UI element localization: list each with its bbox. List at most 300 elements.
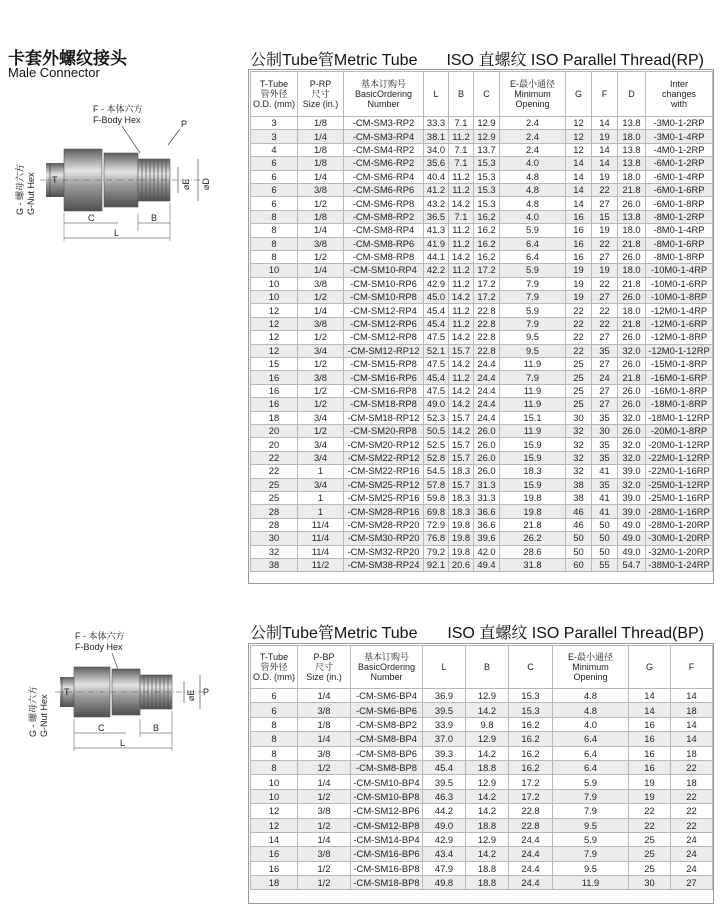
- table-cell: 41: [592, 465, 618, 478]
- table-cell: 22: [592, 277, 618, 290]
- table-row: [251, 847, 713, 861]
- table-cell: 38: [251, 558, 298, 571]
- table-cell: 1/4: [298, 775, 351, 789]
- male-connector-bp-diagram: [0, 625, 248, 765]
- table-cell: 16.2: [474, 210, 500, 223]
- table-cell: 22: [566, 304, 592, 317]
- table-cell: 21.8: [618, 277, 646, 290]
- table-cell: -CM-SM6-BP6: [351, 703, 423, 717]
- table-cell: 25: [251, 478, 298, 491]
- table-cell: -3M0-1-2RP: [646, 117, 713, 130]
- table-row: [251, 130, 713, 143]
- table-cell: 18.8: [466, 760, 509, 774]
- table-row: [251, 304, 713, 317]
- table-cell: 15.3: [474, 197, 500, 210]
- table-cell: -4M0-1-2RP: [646, 143, 713, 156]
- table-cell: 24.4: [509, 876, 553, 890]
- table-cell: 13.8: [618, 210, 646, 223]
- table-cell: 15.9: [500, 451, 566, 464]
- table-cell: -CM-SM6-RP6: [344, 183, 424, 196]
- table-row: [251, 532, 713, 545]
- table-cell: 1: [298, 505, 344, 518]
- table-cell: -25M0-1-16RP: [646, 491, 713, 504]
- table-cell: 19: [592, 224, 618, 237]
- table-cell: -CM-SM12-RP8: [344, 331, 424, 344]
- table-cell: 15.7: [449, 478, 474, 491]
- table-cell: 32: [566, 424, 592, 437]
- table-cell: 3/8: [298, 746, 351, 760]
- table-cell: 7.9: [500, 291, 566, 304]
- table-cell: 6: [251, 183, 298, 196]
- table-cell: 15.7: [449, 411, 474, 424]
- table-row: [251, 210, 713, 223]
- column-header: B: [449, 72, 474, 117]
- table-cell: 19.8: [500, 505, 566, 518]
- table-cell: 26.0: [474, 465, 500, 478]
- table-cell: -CM-SM20-RP8: [344, 424, 424, 437]
- table-cell: 38: [566, 491, 592, 504]
- table-cell: -12M0-1-8RP: [646, 331, 713, 344]
- table-cell: 3/4: [298, 478, 344, 491]
- table-cell: -CM-SM6-RP4: [344, 170, 424, 183]
- table-cell: 11.2: [449, 264, 474, 277]
- table-cell: 27: [592, 384, 618, 397]
- table-cell: -3M0-1-4RP: [646, 130, 713, 143]
- f-label-cn: F - 本体六方: [93, 104, 143, 114]
- table-cell: 1/2: [298, 789, 351, 803]
- table-cell: 22: [566, 331, 592, 344]
- table-cell: 34.0: [424, 143, 449, 156]
- table-cell: -6M0-1-4RP: [646, 170, 713, 183]
- table-cell: 8: [251, 210, 298, 223]
- table-cell: 24.4: [474, 358, 500, 371]
- table-cell: 50: [592, 545, 618, 558]
- column-header: T-Tube 管外径 O.D. (mm): [251, 72, 298, 117]
- table-cell: 16.2: [474, 250, 500, 263]
- table-cell: 7.9: [553, 789, 629, 803]
- table-cell: 18: [671, 703, 713, 717]
- table-cell: 32: [566, 451, 592, 464]
- t-label: T: [52, 175, 58, 185]
- table-row: [251, 183, 713, 196]
- c-label: C: [98, 723, 105, 733]
- table-cell: 3: [251, 130, 298, 143]
- table-cell: -CM-SM6-BP4: [351, 689, 423, 703]
- table-cell: 47.5: [424, 358, 449, 371]
- table-cell: 8: [251, 224, 298, 237]
- table-cell: 14: [671, 732, 713, 746]
- table-cell: 19: [566, 291, 592, 304]
- table-cell: 18.0: [618, 264, 646, 277]
- table-cell: 54.5: [424, 465, 449, 478]
- table-cell: 1/4: [298, 130, 344, 143]
- table-cell: 26.0: [618, 424, 646, 437]
- table-cell: 21.8: [500, 518, 566, 531]
- table-cell: 26.0: [474, 451, 500, 464]
- table-cell: 42.2: [424, 264, 449, 277]
- table-cell: 39.5: [423, 703, 466, 717]
- table-cell: 21.8: [618, 371, 646, 384]
- table-cell: -CM-SM28-RP16: [344, 505, 424, 518]
- table-cell: -CM-SM18-RP12: [344, 411, 424, 424]
- table-row: [251, 545, 713, 558]
- table-cell: 16.2: [474, 224, 500, 237]
- table-cell: -20M0-1-8RP: [646, 424, 713, 437]
- table-cell: 25: [251, 491, 298, 504]
- table-row: [251, 398, 713, 411]
- table-cell: 9.5: [553, 818, 629, 832]
- table-cell: 25: [566, 398, 592, 411]
- table-cell: 46.3: [423, 789, 466, 803]
- section2-heading: [250, 620, 710, 642]
- table-cell: 3/4: [298, 451, 344, 464]
- table-cell: 49.0: [424, 398, 449, 411]
- section1-heading: [250, 47, 710, 69]
- table-cell: 1/2: [298, 291, 344, 304]
- table-cell: 12: [251, 344, 298, 357]
- table-row: [251, 117, 713, 130]
- column-header: T-Tube 管外径 O.D. (mm): [251, 646, 298, 689]
- table-cell: 14: [592, 143, 618, 156]
- table-cell: 11/4: [298, 545, 344, 558]
- table-cell: 14.2: [466, 703, 509, 717]
- table-cell: 16: [251, 861, 298, 875]
- d-label: ⌀D: [201, 178, 211, 190]
- table-cell: 52.3: [424, 411, 449, 424]
- table-cell: 10: [251, 264, 298, 277]
- table-cell: 18.0: [618, 170, 646, 183]
- table-row: [251, 451, 713, 464]
- table-row: [251, 358, 713, 371]
- table-cell: 14.2: [466, 789, 509, 803]
- table-cell: 1/2: [298, 398, 344, 411]
- table-cell: 1/4: [298, 170, 344, 183]
- table-cell: 3/8: [298, 847, 351, 861]
- table-cell: 46: [566, 518, 592, 531]
- column-header: C: [509, 646, 553, 689]
- table-cell: 27: [592, 250, 618, 263]
- table-cell: 4.0: [500, 157, 566, 170]
- table-cell: -CM-SM16-BP6: [351, 847, 423, 861]
- table-cell: 38.1: [424, 130, 449, 143]
- table-cell: 39.0: [618, 465, 646, 478]
- table-row: [251, 371, 713, 384]
- table-cell: 1/4: [298, 224, 344, 237]
- table-cell: 14.2: [449, 358, 474, 371]
- table-cell: 16: [629, 732, 671, 746]
- l-label: L: [114, 228, 120, 238]
- table-cell: 15.1: [500, 411, 566, 424]
- f-label-en: F-Body Hex: [75, 642, 123, 652]
- table-cell: 19: [629, 789, 671, 803]
- e-label: ⌀E: [186, 689, 196, 701]
- table-cell: 14: [671, 717, 713, 731]
- table-cell: 3/8: [298, 371, 344, 384]
- table-cell: 39.3: [423, 746, 466, 760]
- table-cell: 32.0: [618, 411, 646, 424]
- table-cell: 8: [251, 237, 298, 250]
- table-cell: 42.9: [423, 832, 466, 846]
- table-cell: 22.8: [474, 304, 500, 317]
- table-cell: -CM-SM10-RP6: [344, 277, 424, 290]
- table-cell: 3/8: [298, 277, 344, 290]
- table-cell: 7.9: [500, 371, 566, 384]
- table-cell: 26.0: [618, 250, 646, 263]
- table-cell: 50: [566, 532, 592, 545]
- section2-left-heading: 公制Tube管Metric Tube: [250, 625, 418, 642]
- table-cell: 16.2: [509, 760, 553, 774]
- table-cell: 50: [592, 532, 618, 545]
- table-cell: 22: [566, 344, 592, 357]
- table-cell: 1: [298, 465, 344, 478]
- table-cell: 42.9: [424, 277, 449, 290]
- table-cell: 16: [251, 398, 298, 411]
- table-cell: 35: [592, 411, 618, 424]
- table-row: [251, 291, 713, 304]
- table-cell: 32.0: [618, 344, 646, 357]
- table-cell: 33.9: [423, 717, 466, 731]
- table-cell: -16M0-1-6RP: [646, 371, 713, 384]
- table-cell: 44.2: [423, 804, 466, 818]
- table-cell: 1/8: [298, 143, 344, 156]
- table-cell: -CM-SM12-BP6: [351, 804, 423, 818]
- table-cell: 14.2: [449, 384, 474, 397]
- b-label: B: [153, 723, 160, 733]
- table-cell: -CM-SM38-RP24: [344, 558, 424, 571]
- table-cell: -18M0-1-8RP: [646, 398, 713, 411]
- table-cell: 31.3: [474, 491, 500, 504]
- table-cell: 12.9: [466, 732, 509, 746]
- male-connector-rp-diagram: [0, 95, 248, 255]
- table-cell: 22: [629, 804, 671, 818]
- table-cell: 14.2: [449, 250, 474, 263]
- table-cell: 2.4: [500, 143, 566, 156]
- table-cell: 50: [592, 518, 618, 531]
- table-cell: 18.0: [618, 130, 646, 143]
- p-label: P: [181, 119, 188, 129]
- table-cell: 8: [251, 717, 298, 731]
- table-row: [251, 703, 713, 717]
- table-cell: 19: [592, 264, 618, 277]
- g-label-cn: G - 螺母六方: [28, 686, 38, 737]
- table-cell: 1/8: [298, 117, 344, 130]
- table-row: [251, 478, 713, 491]
- column-header: C: [474, 72, 500, 117]
- table-cell: 16: [629, 746, 671, 760]
- table-cell: 11.2: [449, 130, 474, 143]
- table-cell: 22: [592, 317, 618, 330]
- table-cell: 30: [592, 424, 618, 437]
- table-cell: 14: [629, 703, 671, 717]
- table-cell: 15.3: [474, 157, 500, 170]
- table-cell: 9.5: [500, 331, 566, 344]
- table-cell: -10M0-1-8RP: [646, 291, 713, 304]
- table-cell: 28: [251, 505, 298, 518]
- table-cell: 3/8: [298, 317, 344, 330]
- table-cell: 5.9: [500, 304, 566, 317]
- table-cell: 15: [592, 210, 618, 223]
- table-cell: 12: [251, 818, 298, 832]
- table-cell: 12: [566, 143, 592, 156]
- table-cell: 41: [592, 505, 618, 518]
- table-cell: -CM-SM28-RP20: [344, 518, 424, 531]
- table-cell: 22: [671, 760, 713, 774]
- table-cell: 3/8: [298, 804, 351, 818]
- table-cell: 27: [592, 197, 618, 210]
- t-label: T: [64, 687, 70, 697]
- table-cell: 14.2: [449, 197, 474, 210]
- table-cell: 7.9: [500, 317, 566, 330]
- table-cell: -CM-SM12-RP12: [344, 344, 424, 357]
- table-cell: 12: [251, 804, 298, 818]
- table-cell: 32.0: [618, 451, 646, 464]
- table-cell: 49.0: [618, 518, 646, 531]
- table-cell: 24.4: [474, 411, 500, 424]
- table-cell: 45.4: [423, 760, 466, 774]
- table-row: [251, 143, 713, 156]
- table-cell: 46: [566, 505, 592, 518]
- column-header: F: [592, 72, 618, 117]
- table-cell: 19: [629, 775, 671, 789]
- table-cell: 1/2: [298, 760, 351, 774]
- table-cell: 17.2: [509, 789, 553, 803]
- table-row: [251, 250, 713, 263]
- table-cell: -8M0-1-6RP: [646, 237, 713, 250]
- table-cell: 16: [251, 371, 298, 384]
- table-cell: 19: [566, 264, 592, 277]
- table-row: [251, 277, 713, 290]
- table-cell: 16.2: [474, 237, 500, 250]
- table-cell: 11.9: [500, 384, 566, 397]
- table-cell: -CM-SM10-RP4: [344, 264, 424, 277]
- table-cell: 1/2: [298, 424, 344, 437]
- table-cell: -CM-SM12-RP6: [344, 317, 424, 330]
- table-cell: 8: [251, 732, 298, 746]
- table-cell: -30M0-1-20RP: [646, 532, 713, 545]
- table-cell: 20: [251, 438, 298, 451]
- table-cell: 38: [566, 478, 592, 491]
- column-header: D: [618, 72, 646, 117]
- table-cell: 25: [566, 371, 592, 384]
- table-cell: -CM-SM16-RP8: [344, 384, 424, 397]
- table-cell: 39.5: [423, 775, 466, 789]
- table-row: [251, 411, 713, 424]
- table-cell: 8: [251, 250, 298, 263]
- table-cell: 49.0: [618, 532, 646, 545]
- table-cell: 37.0: [423, 732, 466, 746]
- column-header: P-RP 尺寸 Size (in.): [298, 72, 344, 117]
- table-cell: 16: [629, 717, 671, 731]
- table-cell: 24.4: [509, 832, 553, 846]
- table-cell: 11.2: [449, 237, 474, 250]
- table-cell: 7.1: [449, 143, 474, 156]
- table-cell: 32: [566, 438, 592, 451]
- table-cell: 20: [251, 424, 298, 437]
- table-cell: 24: [671, 847, 713, 861]
- table-cell: 11.2: [449, 317, 474, 330]
- table-cell: 22: [592, 304, 618, 317]
- table-cell: 22: [629, 818, 671, 832]
- table-cell: 4.8: [500, 197, 566, 210]
- table-cell: -CM-SM6-RP8: [344, 197, 424, 210]
- table-cell: 24: [592, 371, 618, 384]
- table-cell: 22: [566, 317, 592, 330]
- table-cell: 1: [298, 491, 344, 504]
- table-cell: -8M0-1-4RP: [646, 224, 713, 237]
- table-cell: 24.4: [509, 861, 553, 875]
- table-cell: -8M0-1-8RP: [646, 250, 713, 263]
- table-row: [251, 876, 713, 890]
- table-cell: 50: [566, 545, 592, 558]
- table-row: [251, 746, 713, 760]
- table-cell: 52.5: [424, 438, 449, 451]
- table-cell: 27: [592, 358, 618, 371]
- table-cell: 32.0: [618, 438, 646, 451]
- table-cell: 54.7: [618, 558, 646, 571]
- table-row: [251, 384, 713, 397]
- table-cell: 43.4: [423, 847, 466, 861]
- table-cell: -CM-SM8-BP2: [351, 717, 423, 731]
- table-cell: 18.3: [449, 505, 474, 518]
- column-header: P-BP 尺寸 Size (in.): [298, 646, 351, 689]
- table-cell: 24.4: [509, 847, 553, 861]
- table-cell: 17.2: [474, 291, 500, 304]
- table-row: [251, 157, 713, 170]
- table-cell: 26.0: [618, 291, 646, 304]
- table-row: [251, 689, 713, 703]
- table-cell: 18.3: [449, 491, 474, 504]
- table-cell: 11.2: [449, 170, 474, 183]
- table-cell: 15.9: [500, 438, 566, 451]
- table-cell: 1/4: [298, 264, 344, 277]
- table-cell: 14.2: [449, 291, 474, 304]
- table-cell: -CM-SM6-RP2: [344, 157, 424, 170]
- table-cell: 42.0: [474, 545, 500, 558]
- table-cell: 6: [251, 703, 298, 717]
- table-cell: 18.8: [466, 876, 509, 890]
- table-cell: 16: [566, 224, 592, 237]
- table-cell: 11.9: [500, 424, 566, 437]
- table-cell: 22: [671, 804, 713, 818]
- table-cell: 35: [592, 344, 618, 357]
- table-cell: 8: [251, 746, 298, 760]
- table-cell: 18.3: [500, 465, 566, 478]
- table-cell: 1/8: [298, 717, 351, 731]
- table-row: [251, 832, 713, 846]
- title-en: Male Connector: [8, 65, 100, 80]
- table-cell: 24.4: [474, 384, 500, 397]
- section1-left-heading: 公制Tube管Metric Tube: [250, 52, 418, 69]
- c-label: C: [88, 213, 95, 223]
- table-cell: -28M0-1-20RP: [646, 518, 713, 531]
- table-cell: 19.8: [449, 545, 474, 558]
- table-cell: 28: [251, 518, 298, 531]
- table-cell: 25: [629, 861, 671, 875]
- table-cell: -CM-SM15-RP8: [344, 358, 424, 371]
- table-cell: 19: [592, 170, 618, 183]
- table-cell: 18.3: [449, 465, 474, 478]
- table-cell: 18.0: [618, 304, 646, 317]
- table-cell: 30: [629, 876, 671, 890]
- table-cell: 6: [251, 170, 298, 183]
- table-cell: 14: [566, 157, 592, 170]
- table-cell: -28M0-1-16RP: [646, 505, 713, 518]
- table-cell: 12.9: [466, 775, 509, 789]
- table-row: [251, 717, 713, 731]
- table-cell: 55: [592, 558, 618, 571]
- table-cell: -CM-SM18-RP8: [344, 398, 424, 411]
- table-cell: 27: [592, 398, 618, 411]
